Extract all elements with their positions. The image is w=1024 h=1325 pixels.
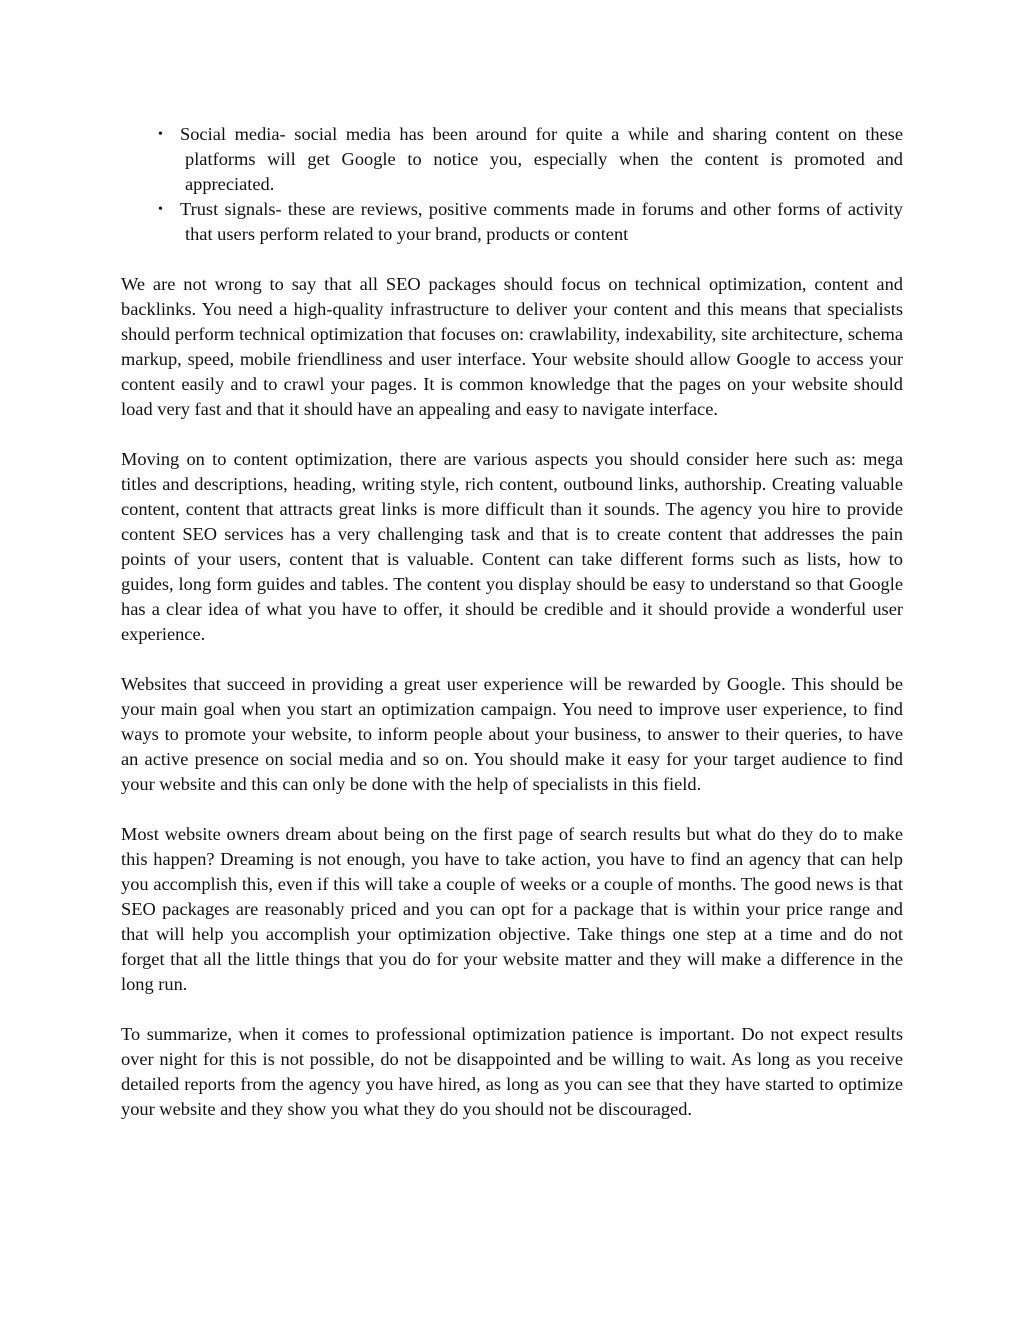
- paragraph-content-optimization: Moving on to content optimization, there are various aspects you should consider here such as: mega titles and descriptions, heading, writing style, rich content, outbound links, authorship. Creating valuable content, content that attracts great links is more difficult than it sounds. The agency you hire to provide content SEO services has a very challenging task and that is to create content that addresses the pain points of your users, content that is valuable. Content can take different forms such as lists, how to guides, long form guides and tables. The content you display should be easy to understand so that Google has a clear idea of what you have to offer, it should be credible and it should provide a wonderful user experience.: [121, 449, 903, 644]
- paragraph-technical-optimization: We are not wrong to say that all SEO packages should focus on technical optimization, content and backlinks. You need a high-quality infrastructure to deliver your content and this means that specialists should perform technical optimization that focuses on: crawlability, indexability, site architecture, schema markup, speed, mobile friendliness and user interface. Your website should allow Google to access your content easily and to crawl your pages. It is common knowledge that the pages on your website should load very fast and that it should have an appealing and easy to navigate interface.: [121, 274, 903, 419]
- bullet-item-trust-signals: [121, 197, 903, 247]
- bullet-item-social-media: [121, 122, 903, 197]
- paragraph-search-results: Most website owners dream about being on the first page of search results but what do they do to make this happen? Dreaming is not enough, you have to take action, you have to find an agency that can help you accomplish this, even if this will take a couple of weeks or a couple of months. The good news is that SEO packages are reasonably priced and you can opt for a package that is within your price range and that will help you accomplish your optimization objective. Take things one step at a time and do not forget that all the little things that you do for your website matter and they will make a difference in the long run.: [121, 824, 903, 994]
- bullet-list: [121, 122, 903, 247]
- paragraph-summary: To summarize, when it comes to professional optimization patience is important. Do not expect results over night for this is not possible, do not be disappointed and be willing to wait. As long as you receive detailed reports from the agency you have hired, as long as you can see that they have started to optimize your website and they show you what they do you should not be discouraged.: [121, 1024, 903, 1119]
- document-body: [121, 122, 903, 1122]
- paragraph-user-experience: Websites that succeed in providing a great user experience will be rewarded by Google. This should be your main goal when you start an optimization campaign. You need to improve user experience, to find ways to promote your website, to inform people about your business, to answer to their queries, to have an active presence on social media and so on. You should make it easy for your target audience to find your website and this can only be done with the help of specialists in this field.: [121, 674, 903, 794]
- bullet-text: Trust signals- these are reviews, positive comments made in forums and other forms of activity that users perform related to your brand, products or content: [180, 199, 903, 244]
- bullet-icon: •: [158, 127, 163, 142]
- bullet-icon: •: [158, 202, 163, 217]
- bullet-text: Social media- social media has been around for quite a while and sharing content on these platforms will get Google to notice you, especially when the content is promoted and appreciated.: [180, 124, 903, 194]
